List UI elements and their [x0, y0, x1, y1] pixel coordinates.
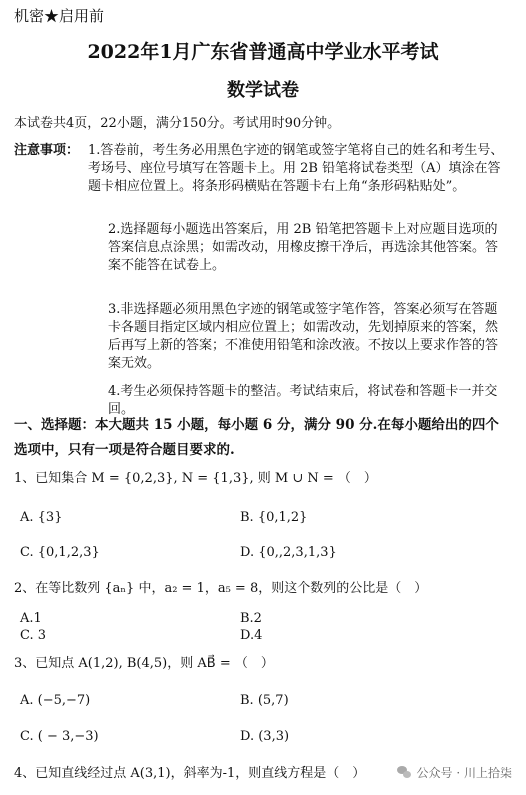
section-heading-line1: 一、选择题：本大题共 15 小题，每小题 6 分，满分 90 分.在每小题给出的四个	[14, 417, 499, 433]
question-2-stem: 2、在等比数列 {aₙ} 中，a₂ = 1，a₅ = 8，则这个数列的公比是（ ）	[14, 581, 428, 596]
question-1-option-d: D. {0,,2,3,1,3}	[240, 545, 337, 560]
question-2-option-d: D.4	[240, 628, 263, 643]
note-item-4: 4.考生必须保持答题卡的整洁。考试结束后，将试卷和答题卡一并交回。	[108, 384, 498, 417]
note-item-3: 3.非选择题必须用黑色字迹的钢笔或签字笔作答，答案必须写在答题卡各题目指定区域内相应位置上；如需改动，先划掉原来的答案，然后再写上新的答案；不准使用铅笔和涂改液。不按以上要求作答的答案无效。	[108, 302, 499, 371]
note-item-1: 1.答卷前，考生务必用黑色字迹的钢笔或签字笔将自己的姓名和考生号、考场号、座位号填写在答题卡上。用 2B 铅笔将试卷类型（A）填涂在答题卡相应位置上。将条形码横贴在答题卡右上角“条形码粘贴处”。	[88, 143, 504, 194]
wechat-icon	[397, 766, 412, 779]
intro-text: 本试卷共4页，22小题，满分150分。考试用时90分钟。	[14, 116, 341, 131]
question-1-option-b: B. {0,1,2}	[240, 510, 308, 525]
question-4-stem: 4、已知直线经过点 A(3,1)，斜率为-1，则直线方程是（ ）	[14, 766, 366, 781]
question-1-option-a: A. {3}	[20, 510, 63, 525]
watermark-text: 公众号 · 川上拾柒	[416, 766, 512, 780]
question-3-option-a: A. (−5,−7)	[20, 693, 91, 708]
exam-subtitle: 数学试卷	[227, 80, 299, 101]
question-3-option-b: B. (5,7)	[240, 693, 289, 708]
question-2-option-b: B.2	[240, 611, 262, 626]
note-item-2: 2.选择题每小题选出答案后，用 2B 铅笔把答题卡上对应题目选项的答案信息点涂黑；如需改动，用橡皮擦干净后，再选涂其他答案。答案不能答在试卷上。	[108, 222, 499, 273]
section-heading-line2: 选项中，只有一项是符合题目要求的.	[14, 442, 235, 458]
question-2-option-c: C. 3	[20, 628, 47, 643]
notes-label: 注意事项：	[14, 143, 80, 158]
question-2-option-a: A.1	[20, 611, 42, 626]
exam-title: 2022年1月广东省普通高中学业水平考试	[87, 41, 439, 63]
question-3-stem: 3、已知点 A(1,2), B(4,5)，则 AB⃗ = （ ）	[14, 656, 274, 671]
watermark	[397, 764, 512, 781]
question-1-stem: 1、已知集合 M = {0,2,3}, N = {1,3}, 则 M ∪ N = （ ）	[14, 471, 377, 486]
question-3-option-c: C. ( − 3,−3)	[20, 729, 99, 744]
question-1-option-c: C. {0,1,2,3}	[20, 545, 100, 560]
confidential-label: 机密★启用前	[14, 7, 105, 25]
question-3-option-d: D. (3,3)	[240, 729, 290, 744]
